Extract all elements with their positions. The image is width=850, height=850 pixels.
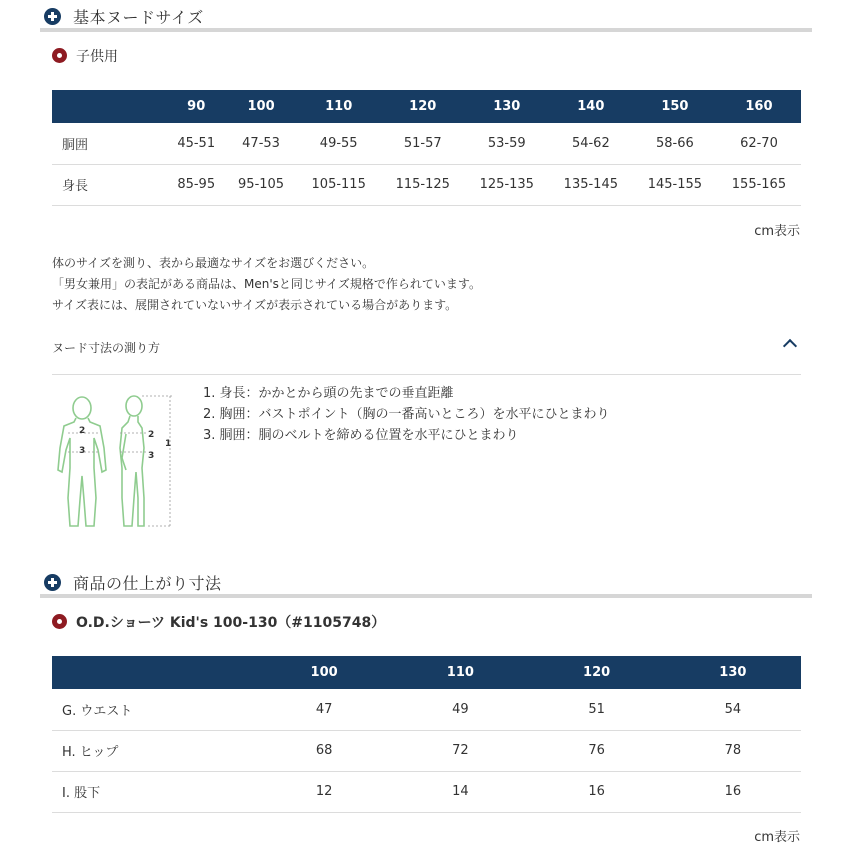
table-header-row: [52, 90, 801, 123]
table-row: [52, 730, 801, 771]
table-header-cell: 140: [549, 90, 633, 123]
table-row: [52, 771, 801, 812]
table-cell: 49-55: [297, 123, 381, 164]
plus-circle-icon: [44, 574, 61, 591]
table-cell: 125-135: [465, 164, 549, 205]
unit-label: cm表示: [754, 830, 800, 845]
section-header-finished-size: [40, 568, 812, 598]
product-size-table: [52, 656, 801, 813]
table-cell: 62-70: [717, 123, 801, 164]
size-notes: [52, 253, 481, 316]
table-cell: 45-51: [167, 123, 225, 164]
body-outline-icon: [52, 388, 182, 533]
figure-label-3-front: 3: [79, 446, 86, 456]
table-cell: 54-62: [549, 123, 633, 164]
table-cell: 54: [665, 689, 801, 730]
table-header-blank: [52, 656, 256, 689]
table-cell: 78: [665, 730, 801, 771]
section-title: 基本ヌードサイズ: [73, 8, 204, 27]
table-header-cell: 150: [633, 90, 717, 123]
table-cell: 51-57: [381, 123, 465, 164]
table-cell: 155-165: [717, 164, 801, 205]
table-cell: 49: [392, 689, 528, 730]
step-item: 1. 身長：かかとから頭の先までの垂直距離: [203, 386, 454, 401]
table-row: [52, 164, 801, 205]
row-label: I. 股下: [52, 771, 256, 812]
table-header-cell: 90: [167, 90, 225, 123]
note-line: 体のサイズを測り、表から最適なサイズをお選びください。: [52, 256, 375, 270]
figure-label-2-side: 2: [148, 430, 155, 440]
figure-label-2-front: 2: [79, 426, 86, 436]
measure-steps: [203, 383, 610, 446]
body-measure-figure: [52, 388, 182, 533]
table-header-cell: 110: [392, 656, 528, 689]
product-title: O.D.ショーツ Kid's 100-130（#1105748）: [76, 615, 386, 631]
table-header-cell: 100: [225, 90, 296, 123]
table-cell: 95-105: [225, 164, 296, 205]
note-line: 「男女兼用」の表記がある商品は、Men'sと同じサイズ規格で作られています。: [52, 277, 481, 291]
table-cell: 47-53: [225, 123, 296, 164]
target-dot-icon: [52, 48, 67, 63]
chevron-up-icon[interactable]: [783, 339, 797, 353]
target-dot-icon: [52, 614, 67, 629]
table-cell: 51: [529, 689, 665, 730]
measure-accordion-toggle[interactable]: [52, 334, 801, 375]
table-cell: 105-115: [297, 164, 381, 205]
table-row: [52, 689, 801, 730]
table-cell: 145-155: [633, 164, 717, 205]
row-label: G. ウエスト: [52, 689, 256, 730]
kids-size-table: [52, 90, 801, 206]
table-cell: 16: [665, 771, 801, 812]
step-item: 2. 胸囲：バストポイント（胸の一番高いところ）を水平にひとまわり: [203, 407, 610, 422]
table-cell: 76: [529, 730, 665, 771]
table-header-cell: 120: [381, 90, 465, 123]
table-cell: 68: [256, 730, 392, 771]
table-header-cell: 120: [529, 656, 665, 689]
step-item: 3. 胴囲：胴のベルトを締める位置を水平にひとまわり: [203, 428, 519, 443]
table-cell: 115-125: [381, 164, 465, 205]
table-cell: 12: [256, 771, 392, 812]
table-header-cell: 100: [256, 656, 392, 689]
row-label: H. ヒップ: [52, 730, 256, 771]
table-cell: 135-145: [549, 164, 633, 205]
unit-label: cm表示: [754, 224, 800, 239]
table-row: [52, 123, 801, 164]
table-cell: 53-59: [465, 123, 549, 164]
table-header-blank: [52, 90, 167, 123]
table-header-cell: 160: [717, 90, 801, 123]
figure-label-3-side: 3: [148, 451, 155, 461]
table-header-cell: 130: [665, 656, 801, 689]
row-label: 身長: [52, 164, 167, 205]
figure-label-1: 1: [165, 439, 172, 449]
section-title: 商品の仕上がり寸法: [73, 574, 222, 593]
row-label: 胴囲: [52, 123, 167, 164]
table-header-row: [52, 656, 801, 689]
table-cell: 72: [392, 730, 528, 771]
accordion-label: ヌード寸法の測り方: [52, 341, 161, 355]
table-header-cell: 110: [297, 90, 381, 123]
plus-circle-icon: [44, 8, 61, 25]
section-header-nude-size: [40, 2, 812, 32]
table-cell: 85-95: [167, 164, 225, 205]
subheader-title: 子供用: [76, 49, 118, 65]
table-header-cell: 130: [465, 90, 549, 123]
table-cell: 58-66: [633, 123, 717, 164]
table-cell: 47: [256, 689, 392, 730]
note-line: サイズ表には、展開されていないサイズが表示されている場合があります。: [52, 298, 458, 312]
table-cell: 14: [392, 771, 528, 812]
table-cell: 16: [529, 771, 665, 812]
